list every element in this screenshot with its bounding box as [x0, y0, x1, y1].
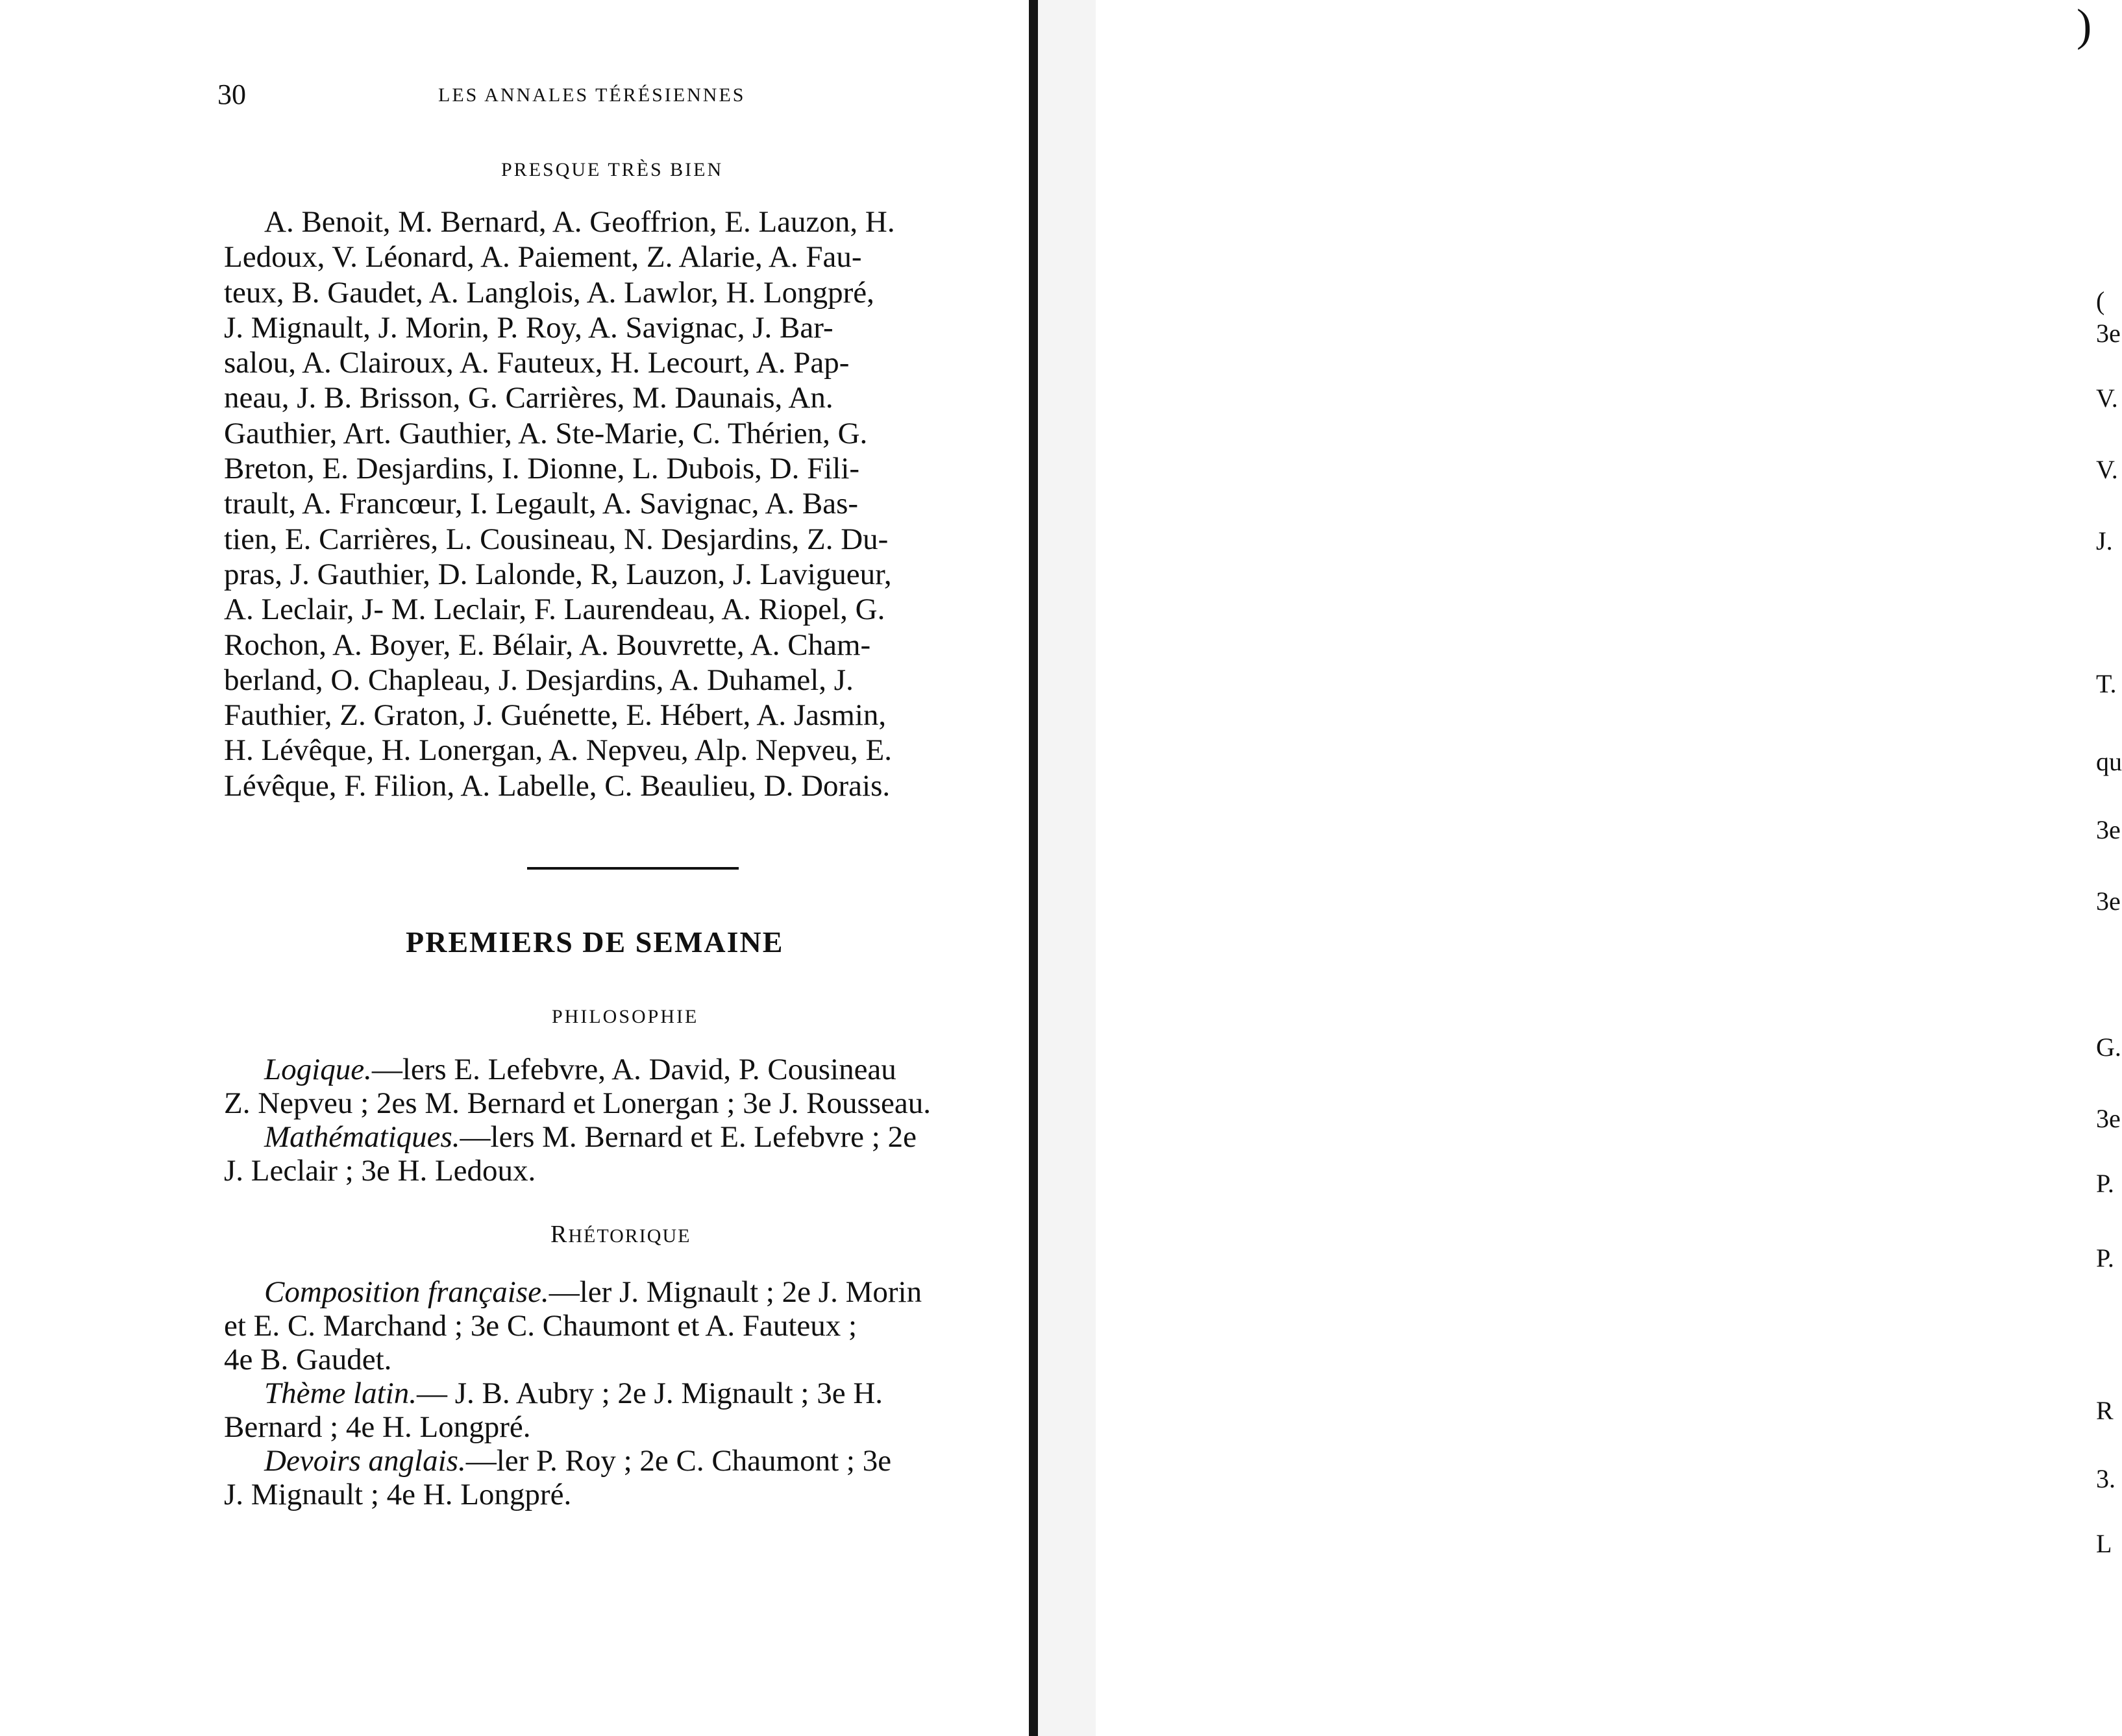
text-line: A. Leclair, J- M. Leclair, F. Laurendeau, A. Riopel, G. — [224, 593, 885, 627]
facing-fragment: 3e — [2096, 886, 2121, 916]
text-line: Gauthier, Art. Gauthier, A. Ste-Marie, C. Thérien, G. — [224, 416, 868, 450]
facing-top-mark: ) — [2077, 1, 2092, 51]
facing-fragment: 3e — [2096, 1104, 2121, 1133]
facing-fragment: V. — [2096, 455, 2118, 484]
facing-fragment: qu — [2096, 747, 2122, 776]
section-heading-premiers-de-semaine: PREMIERS DE SEMAINE — [406, 925, 784, 959]
text-line: neau, J. B. Brisson, G. Carrières, M. Daunais, An. — [224, 381, 833, 415]
text-line: J. Mignault, J. Morin, P. Roy, A. Savignac, J. Bar- — [224, 310, 833, 345]
facing-fragment: 3e — [2096, 319, 2121, 348]
entry-mathematiques — [224, 1120, 1029, 1154]
honor-list-paragraph — [224, 204, 1029, 803]
text-line: et E. C. Marchand ; 3e C. Chaumont et A. Fauteux ; — [224, 1309, 857, 1343]
text-line: A. Benoit, M. Bernard, A. Geoffrion, E. Lauzon, H. — [264, 205, 895, 239]
section-heading-presque-tres-bien: PRESQUE TRÈS BIEN — [501, 159, 724, 180]
facing-fragment: 3e — [2096, 815, 2121, 844]
text-line: J. Leclair ; 3e H. Ledoux. — [224, 1154, 536, 1188]
entry-label: Devoirs anglais. — [264, 1444, 466, 1478]
text-line: berland, O. Chapleau, J. Desjardins, A. Duhamel, J. — [224, 663, 854, 697]
text-line: Bernard ; 4e H. Longpré. — [224, 1410, 531, 1444]
entry-label: Thème latin. — [264, 1376, 417, 1410]
rhetorique-entries — [224, 1275, 1029, 1511]
text-line: trault, A. Francœur, I. Legault, A. Savignac, A. Bas- — [224, 487, 859, 521]
text-line: tien, E. Carrières, L. Cousineau, N. Desjardins, Z. Du- — [224, 522, 889, 556]
facing-fragment: P. — [2096, 1243, 2114, 1273]
running-title: LES ANNALES TÉRÉSIENNES — [438, 84, 746, 106]
page-number: 30 — [217, 79, 246, 110]
page-gutter-edge — [1029, 0, 1038, 1736]
text-line: Z. Nepveu ; 2es M. Bernard et Lonergan ; 3e J. Rousseau. — [224, 1086, 931, 1120]
facing-fragment: 3. — [2096, 1464, 2116, 1493]
facing-fragment: G. — [2096, 1033, 2121, 1062]
text-line: Fauthier, Z. Graton, J. Guénette, E. Hébert, A. Jasmin, — [224, 698, 887, 733]
subheading-philosophie: PHILOSOPHIE — [552, 1006, 699, 1027]
entry-text: —lers M. Bernard et E. Lefebvre ; 2e — [460, 1120, 917, 1154]
book-page — [0, 0, 1032, 1736]
text-line: Lévêque, F. Filion, A. Labelle, C. Beaulieu, D. Dorais. — [224, 768, 891, 803]
entry-text: — J. B. Aubry ; 2e J. Mignault ; 3e H. — [416, 1376, 883, 1410]
entry-label: Mathématiques. — [264, 1120, 460, 1154]
text-line: J. Mignault ; 4e H. Longpré. — [224, 1478, 572, 1511]
philosophie-entries — [224, 1053, 1029, 1188]
entry-text: —ler J. Mignault ; 2e J. Morin — [549, 1275, 922, 1309]
page-header — [217, 78, 1032, 117]
facing-fragment: T. — [2096, 669, 2117, 698]
subheading-rhetorique — [550, 1220, 691, 1249]
entry-text: —ler P. Roy ; 2e C. Chaumont ; 3e — [465, 1444, 892, 1478]
text-line: salou, A. Clairoux, A. Fauteux, H. Lecourt, A. Pap- — [224, 346, 850, 380]
entry-devoirs-anglais — [224, 1444, 1029, 1478]
entry-text: —lers E. Lefebvre, A. David, P. Cousineau — [371, 1053, 896, 1086]
entry-theme-latin — [224, 1376, 1029, 1410]
text-line: H. Lévêque, H. Lonergan, A. Nepveu, Alp. Nepveu, E. — [224, 733, 892, 768]
facing-fragment: J. — [2096, 526, 2113, 556]
facing-fragment: R — [2096, 1396, 2114, 1425]
text-line: 4e B. Gaudet. — [224, 1343, 392, 1376]
heading-rest: HÉTORIQUE — [568, 1225, 691, 1247]
entry-label: Logique. — [264, 1053, 372, 1086]
heading-initial: R — [550, 1221, 569, 1248]
facing-fragment: P. — [2096, 1169, 2114, 1198]
text-line: Ledoux, V. Léonard, A. Paiement, Z. Alarie, A. Fau- — [224, 240, 862, 275]
text-line: pras, J. Gauthier, D. Lalonde, R, Lauzon, J. Lavigueur, — [224, 557, 892, 591]
section-divider — [527, 867, 739, 870]
facing-fragment: ( — [2096, 286, 2105, 315]
entry-logique — [224, 1053, 1029, 1086]
entry-label: Composition française. — [264, 1275, 549, 1309]
text-line: Rochon, A. Boyer, E. Bélair, A. Bouvrette, A. Cham- — [224, 628, 871, 662]
text-line: Breton, E. Desjardins, I. Dionne, L. Dubois, D. Fili- — [224, 452, 860, 486]
text-line: teux, B. Gaudet, A. Langlois, A. Lawlor, H. Longpré, — [224, 275, 874, 310]
facing-fragment: V. — [2096, 384, 2118, 413]
facing-page-fragment — [1038, 0, 2122, 1736]
entry-composition-francaise — [224, 1275, 1029, 1309]
facing-fragment: L — [2096, 1529, 2112, 1558]
